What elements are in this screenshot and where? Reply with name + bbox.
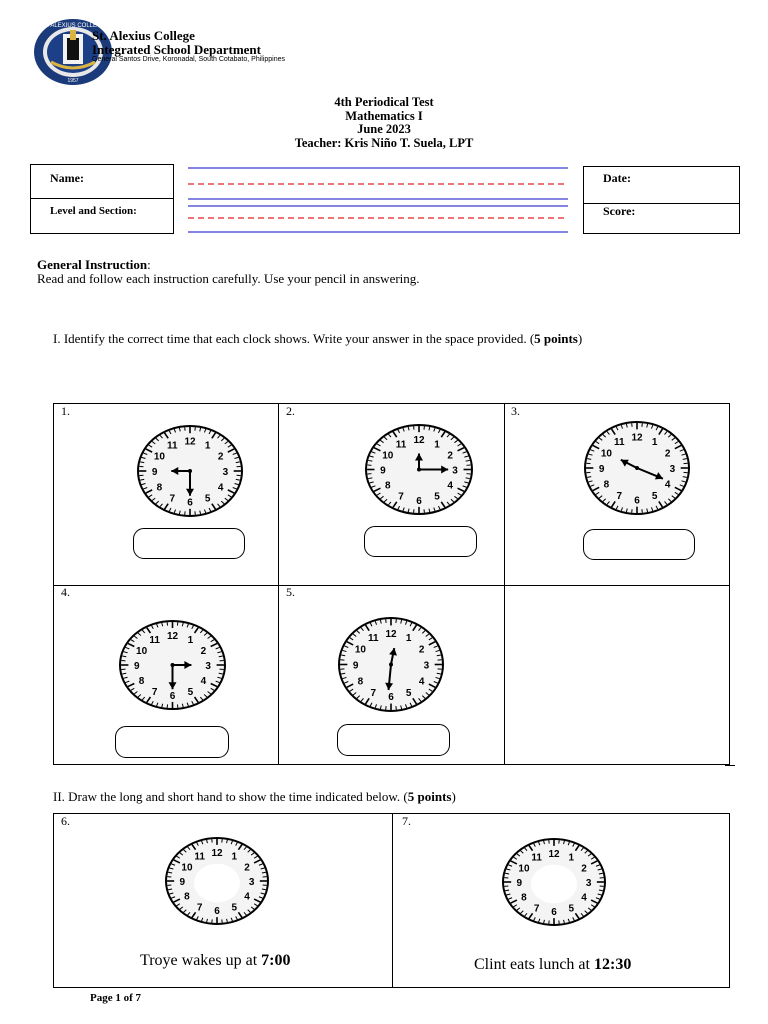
section-2-instruction [53,789,456,805]
clock-numeral: 7 [533,903,540,915]
clock-numeral: 6 [388,692,394,704]
name-box [30,164,174,199]
item-7-sentence [474,956,631,974]
clock-numeral: 1 [651,436,658,448]
section-1-points: 5 points [534,331,578,346]
item-6-sentence [140,952,291,970]
clock-svg [337,616,445,713]
school-name: St. Alexius College [92,28,195,43]
item-number: 3. [511,404,520,418]
clock-numeral: 1 [187,635,194,647]
page-total: 7 [135,992,142,1004]
teacher-name: Teacher: Kris Niño T. Suela, LPT [294,135,474,150]
clock-numeral: 8 [357,676,364,688]
clock-numeral: 10 [354,644,366,656]
section-2-points: 5 points [407,789,452,804]
date-label: Date: [603,171,631,185]
clock-numeral: 11 [531,852,542,864]
item-number: 1. [61,404,70,418]
clock-numeral: 5 [187,686,194,698]
clock-numeral: 8 [156,482,163,494]
clock-numeral: 2 [664,448,671,460]
clock-numeral: 10 [600,448,612,460]
clock-numeral: 7 [616,491,623,503]
clock-numeral: 2 [581,863,587,875]
clock-numeral: 9 [352,660,359,672]
clock-face-5 [337,616,445,713]
clock-numeral: 4 [664,479,671,491]
clock-numeral: 1 [434,439,440,451]
clock-numeral: 11 [368,633,379,645]
clock-svg [164,836,270,926]
clock-numeral: 1 [231,851,238,863]
answer-box-3[interactable] [583,529,695,560]
clock-numeral: 2 [418,644,425,656]
clock-numeral: 9 [134,661,140,672]
clock-numeral: 4 [200,675,207,687]
answer-box-2[interactable] [364,526,477,557]
clock-face-4 [118,619,227,711]
clock-numeral: 2 [217,451,224,463]
item-number: 7. [402,814,411,828]
clock-numeral: 10 [136,646,148,658]
writing-lines[interactable] [186,162,570,238]
item-6-time: 7:00 [261,952,291,969]
clock-numeral: 6 [551,907,557,919]
clock-numeral: 11 [167,440,178,452]
clock-numeral: 4 [447,480,453,492]
section-1-instruction [53,331,582,347]
clock-numeral: 5 [651,491,658,503]
answer-box-4[interactable] [115,726,229,758]
test-title: 4th Periodical Test [334,95,434,109]
title-block [0,96,768,150]
clock-numeral: 4 [217,482,224,494]
date-box [583,166,740,204]
clock-numeral: 7 [151,686,158,698]
blank-clock-7[interactable] [501,837,607,927]
clock-numeral: 8 [385,480,391,492]
clock-numeral: 5 [204,493,211,505]
score-box [583,203,740,234]
clock-numeral: 6 [416,495,422,507]
clock-numeral: 5 [231,902,238,914]
clock-numeral: 7 [196,902,203,914]
clock-numeral: 11 [149,635,160,647]
clock-numeral: 10 [518,863,530,875]
clock-numeral: 12 [166,631,179,643]
instruction-heading-text: General Instruction [37,257,148,272]
item-7-time: 12:30 [593,956,632,973]
clock-numeral: 5 [405,687,412,699]
clock-numeral: 2 [447,450,453,462]
clock-numeral: 9 [151,467,158,478]
clock-numeral: 4 [418,676,425,688]
level-box [30,198,174,234]
section-1-text: I. Identify the correct time that each clock shows. Write your answer in the space provided. ( [53,331,535,346]
page-of-label: of [120,992,136,1004]
logo-year: 1957 [67,78,79,84]
clock-numeral: 8 [184,891,190,903]
clock-svg [118,619,227,711]
item-number: 2. [286,404,295,418]
clock-numeral: 9 [179,877,186,888]
clock-numeral: 11 [614,436,625,448]
section-2-close: ) [451,789,456,804]
subject: Mathematics I [345,108,423,123]
clock-numeral: 9 [598,464,605,475]
item-number: 4. [61,585,70,599]
clock-face-3 [583,420,691,516]
clock-svg [364,423,474,516]
clock-numeral: 12 [211,847,223,859]
clock-numeral: 8 [603,479,610,491]
section-2-text: II. Draw the long and short hand to show the time indicated below. ( [53,789,408,804]
clock-face-1 [136,424,244,518]
clock-numeral: 4 [244,891,250,903]
clock-numeral: 2 [200,646,207,658]
clock-numeral: 7 [169,493,176,505]
item-number: 6. [61,814,70,828]
clock-face-2 [364,423,474,516]
clock-numeral: 2 [244,862,250,874]
clock-numeral: 1 [204,440,211,452]
level-section-label: Level and Section: [50,205,137,217]
clock-numeral: 6 [187,497,193,509]
clock-numeral: 1 [405,633,412,645]
clock-numeral: 10 [181,862,193,874]
grid-divider [392,814,393,987]
clock-numeral: 5 [434,491,440,503]
blank-clock-6[interactable] [164,836,270,926]
test-date: June 2023 [357,122,411,136]
item-7-text: Clint eats lunch at [474,956,594,973]
clock-numeral: 3 [205,661,211,672]
clock-numeral: 7 [398,491,404,503]
clock-numeral: 8 [138,675,145,687]
clock-numeral: 3 [423,660,430,672]
clock-numeral: 5 [568,903,575,915]
clock-numeral: 6 [169,690,176,702]
clock-numeral: 12 [385,628,397,640]
clock-numeral: 12 [631,432,643,444]
name-label: Name: [50,171,84,185]
clock-numeral: 3 [222,467,229,478]
school-address: General Santos Drive, Koronadal, South Cotabato, Philippines [92,56,286,63]
general-instruction-text: Read and follow each instruction carefully. Use your pencil in answering. [37,271,420,286]
school-department: Integrated School Department [92,42,261,57]
clock-numeral: 12 [184,436,196,448]
clock-numeral: 3 [585,878,592,889]
item-6-text: Troye wakes up at [140,952,262,969]
page-number: 1 [115,992,121,1004]
grid-divider [504,404,505,764]
clock-numeral: 11 [194,851,205,863]
clock-numeral: 12 [413,435,425,447]
clock-numeral: 4 [581,892,587,904]
page-label: Page [90,992,116,1004]
instruction-colon: : [147,257,151,272]
grid-divider [278,404,279,764]
clock-svg [583,420,691,516]
item-number: 5. [286,585,295,599]
answer-box-5[interactable] [337,724,450,756]
score-label: Score: [603,204,636,218]
section-1-close: ) [577,331,583,346]
clock-numeral: 8 [521,892,527,904]
grid-divider [725,765,735,766]
clock-numeral: 3 [452,465,458,477]
clock-numeral: 10 [382,450,394,462]
grid-divider [54,585,729,586]
clock-numeral: 9 [380,465,386,477]
logo-text: ST. ALEXIUS COLLEGE [40,23,106,29]
clock-numeral: 6 [634,495,640,507]
clock-numeral: 11 [395,439,407,451]
clock-numeral: 3 [248,877,255,888]
clock-numeral: 7 [370,687,377,699]
clock-numeral: 1 [568,852,575,864]
clock-numeral: 12 [548,848,560,860]
clock-numeral: 10 [153,451,165,463]
clock-numeral: 9 [516,878,523,889]
clock-numeral: 6 [214,906,220,918]
page-footer [90,992,141,1004]
clock-svg [136,424,244,518]
clock-numeral: 3 [669,464,676,475]
answer-box-1[interactable] [133,528,245,559]
clock-svg [501,837,607,927]
